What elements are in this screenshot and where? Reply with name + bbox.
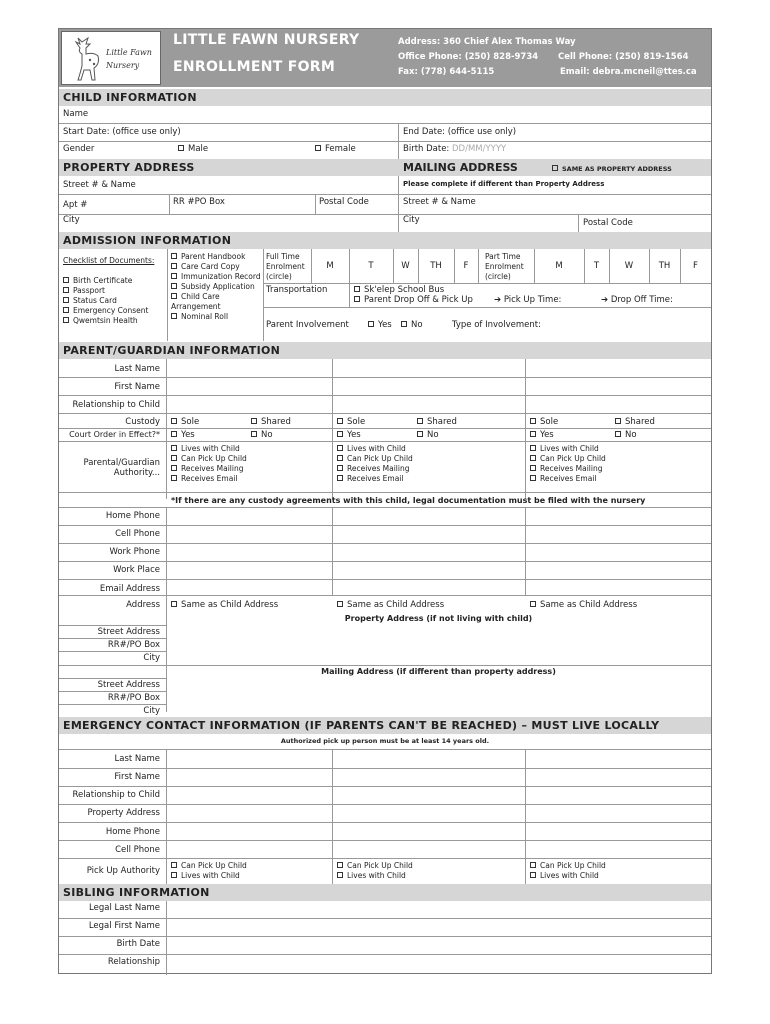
male-checkbox[interactable]: Male — [178, 144, 208, 154]
nursery-address: Address: 360 Chief Alex Thomas Way — [398, 37, 576, 47]
parent-dropoff-checkbox[interactable]: Parent Drop Off & Pick Up — [354, 295, 473, 305]
ft-friday[interactable]: F — [463, 261, 469, 271]
ft-tuesday[interactable]: T — [368, 261, 374, 271]
parent-handbook-checkbox[interactable]: Parent Handbook — [171, 252, 263, 262]
p2-court-no[interactable]: No — [417, 430, 439, 440]
custody-note: *If there are any custody agreements with this child, legal documentation must be filed with the nursery — [171, 496, 646, 505]
em-first-name: First Name — [114, 772, 160, 782]
custody-label: Custody — [125, 417, 160, 427]
e2-authority — [337, 861, 413, 881]
end-date-label: End Date: (office use only) — [403, 127, 517, 137]
subsidy-checkbox[interactable]: Subsidy Application — [171, 282, 263, 292]
e3-can-pickup[interactable]: Can Pick Up Child — [530, 861, 606, 871]
cell-phone-label: Cell Phone — [115, 529, 160, 539]
p1-lives-with[interactable]: Lives with Child — [171, 444, 247, 454]
mailing-city-label: City — [403, 215, 420, 225]
fax-number: Fax: (778) 644-5115 — [398, 67, 495, 77]
p2-same-address[interactable]: Same as Child Address — [337, 600, 444, 610]
e1-lives-with[interactable]: Lives with Child — [171, 871, 247, 881]
pickup-authority-label: Pick Up Authority — [86, 866, 160, 876]
mail-rr-label: RR#/PO Box — [107, 693, 160, 703]
pt-tuesday[interactable]: T — [593, 261, 600, 271]
involvement-type-field[interactable]: Type of Involvement: — [452, 320, 541, 330]
sib-last-name: Legal Last Name — [89, 903, 160, 913]
care-card-checkbox[interactable]: Care Card Copy — [171, 262, 263, 272]
address-label: Address — [126, 600, 160, 610]
p2-receives-email[interactable]: Receives Email — [337, 474, 413, 484]
passport-checkbox[interactable]: Passport — [63, 286, 148, 296]
nursery-title: LITTLE FAWN NURSERY — [173, 32, 360, 48]
p3-shared-checkbox[interactable]: Shared — [615, 417, 655, 427]
gender-label: Gender — [63, 144, 95, 154]
logo-text-2: Nursery — [106, 61, 140, 70]
parent-info-heading: PARENT/GUARDIAN INFORMATION — [59, 342, 711, 359]
work-phone-label: Work Phone — [109, 547, 160, 557]
rr-po-label: RR#/PO Box — [107, 640, 160, 650]
same-as-property-checkbox[interactable]: SAME AS PROPERTY ADDRESS — [552, 165, 672, 173]
school-bus-checkbox[interactable]: Sk'elep School Bus — [354, 285, 444, 295]
involvement-no-checkbox[interactable]: No — [401, 320, 423, 330]
em-last-name: Last Name — [114, 754, 160, 764]
logo-text-1: Little Fawn — [106, 48, 152, 57]
emergency-note: Authorized pick up person must be at least 14 years old. — [280, 737, 490, 745]
p1-same-address[interactable]: Same as Child Address — [171, 600, 278, 610]
child-name-label: Name — [63, 109, 89, 119]
p3-lives-with[interactable]: Lives with Child — [530, 444, 606, 454]
parent-last-name-label: Last Name — [114, 364, 160, 374]
emergency-consent-checkbox[interactable]: Emergency Consent — [63, 306, 148, 316]
parent-involvement-label: Parent Involvement — [266, 320, 349, 330]
mailing-postal-label: Postal Code — [583, 218, 633, 228]
involvement-yes-checkbox[interactable]: Yes — [368, 320, 392, 330]
p3-sole-checkbox[interactable]: Sole — [530, 417, 558, 427]
checklist-title: Checklist of Documents: — [63, 256, 155, 265]
female-checkbox[interactable]: Female — [315, 144, 356, 154]
p2-court-yes[interactable]: Yes — [337, 430, 361, 440]
city-label: City — [63, 215, 80, 225]
child-info-heading: CHILD INFORMATION — [59, 89, 711, 106]
e1-can-pickup[interactable]: Can Pick Up Child — [171, 861, 247, 871]
p3-receives-email[interactable]: Receives Email — [530, 474, 606, 484]
documents-list — [171, 252, 263, 322]
p1-authority — [171, 444, 247, 484]
e1-authority — [171, 861, 247, 881]
e3-authority — [530, 861, 606, 881]
email-label: Email Address — [99, 584, 160, 594]
relationship-label: Relationship to Child — [72, 400, 160, 410]
em-cell-phone: Cell Phone — [115, 845, 160, 855]
authority-label: Parental/Guardian Authority... — [83, 458, 160, 478]
p3-can-pickup[interactable]: Can Pick Up Child — [530, 454, 606, 464]
fawn-icon — [68, 36, 108, 82]
p1-can-pickup[interactable]: Can Pick Up Child — [171, 454, 247, 464]
pt-thursday[interactable]: TH — [658, 261, 671, 271]
p3-court-yes[interactable]: Yes — [530, 430, 554, 440]
work-place-label: Work Place — [113, 565, 160, 575]
mail-street-label: Street Address — [97, 680, 160, 690]
e3-lives-with[interactable]: Lives with Child — [530, 871, 606, 881]
p2-can-pickup[interactable]: Can Pick Up Child — [337, 454, 413, 464]
p2-receives-mail[interactable]: Receives Mailing — [337, 464, 413, 474]
p2-shared-checkbox[interactable]: Shared — [417, 417, 457, 427]
e2-can-pickup[interactable]: Can Pick Up Child — [337, 861, 413, 871]
transportation-label: Transportation — [266, 285, 328, 295]
cell-phone: Cell Phone: (250) 819-1564 — [558, 52, 689, 62]
sib-first-name: Legal First Name — [88, 921, 160, 931]
pt-monday[interactable]: M — [555, 261, 563, 271]
pickup-time-field[interactable]: ➔ Pick Up Time: — [494, 295, 562, 305]
admission-heading: ADMISSION INFORMATION — [59, 232, 711, 249]
p3-authority — [530, 444, 606, 484]
enrollment-form — [58, 28, 712, 974]
p3-same-address[interactable]: Same as Child Address — [530, 600, 637, 610]
mailing-note: Please complete if different than Property Address — [403, 180, 605, 188]
emergency-heading: EMERGENCY CONTACT INFORMATION (IF PARENTS CAN'T BE REACHED) – MUST LIVE LOCALLY — [59, 717, 711, 734]
status-card-checkbox[interactable]: Status Card — [63, 296, 148, 306]
birth-certificate-checkbox[interactable]: Birth Certificate — [63, 276, 148, 286]
mail-city-label: City — [143, 706, 160, 716]
checklist — [63, 276, 148, 326]
child-care-checkbox[interactable]: Child Care Arrangement — [171, 292, 221, 311]
apt-label: Apt # — [63, 200, 88, 210]
sib-relationship: Relationship — [107, 957, 160, 967]
pt-friday[interactable]: F — [693, 261, 698, 271]
property-address-note: Property Address (if not living with child) — [344, 614, 533, 623]
form-header — [59, 29, 711, 87]
start-date-label: Start Date: (office use only) — [63, 127, 181, 137]
mailing-address-note: Mailing Address (if different than property address) — [321, 667, 556, 676]
dropoff-time-field[interactable]: ➔ Drop Off Time: — [601, 295, 673, 305]
p1-receives-email[interactable]: Receives Email — [171, 474, 247, 484]
p2-sole-checkbox[interactable]: Sole — [337, 417, 365, 427]
part-time-label: Part Time Enrolment (circle) — [485, 252, 524, 281]
ft-wednesday[interactable]: W — [401, 261, 410, 271]
ft-thursday[interactable]: TH — [430, 261, 442, 271]
nominal-roll-checkbox[interactable]: Nominal Roll — [171, 312, 263, 322]
e2-lives-with[interactable]: Lives with Child — [337, 871, 413, 881]
p3-receives-mail[interactable]: Receives Mailing — [530, 464, 606, 474]
immunization-checkbox[interactable]: Immunization Record — [171, 272, 263, 282]
em-relationship: Relationship to Child — [72, 790, 160, 800]
court-order-label: Court Order in Effect?* — [69, 430, 160, 439]
sibling-heading: SIBLING INFORMATION — [59, 884, 711, 901]
p1-court-yes[interactable]: Yes — [171, 430, 195, 440]
p1-receives-mail[interactable]: Receives Mailing — [171, 464, 247, 474]
city-label-parent: City — [143, 653, 160, 663]
home-phone-label: Home Phone — [105, 511, 160, 521]
street-address-label: Street Address — [97, 627, 160, 637]
pt-wednesday[interactable]: W — [624, 261, 634, 271]
p3-court-no[interactable]: No — [615, 430, 637, 440]
p2-lives-with[interactable]: Lives with Child — [337, 444, 413, 454]
em-home-phone: Home Phone — [105, 827, 160, 837]
p1-shared-checkbox[interactable]: Shared — [251, 417, 291, 427]
parent-first-name-label: First Name — [114, 382, 160, 392]
p1-court-no[interactable]: No — [251, 430, 273, 440]
property-address-heading: PROPERTY ADDRESS — [63, 161, 195, 174]
birth-date-field[interactable]: Birth Date: DD/MM/YYYY — [403, 144, 507, 154]
mailing-address-heading: MAILING ADDRESS — [403, 161, 518, 174]
postal-code-label: Postal Code — [319, 197, 369, 207]
rr-po-box-label: RR #PO Box — [173, 197, 225, 207]
full-time-label: Full Time Enrolment (circle) — [266, 252, 305, 281]
sib-birth-date: Birth Date — [116, 939, 160, 949]
p1-sole-checkbox[interactable]: Sole — [171, 417, 199, 427]
form-title: ENROLLMENT FORM — [173, 59, 336, 75]
nursery-logo — [61, 31, 161, 85]
p2-authority — [337, 444, 413, 484]
email-address: Email: debra.mcneil@ttes.ca — [560, 67, 697, 77]
mailing-street-label: Street # & Name — [403, 197, 476, 207]
ft-monday[interactable]: M — [326, 261, 334, 271]
property-street-label: Street # & Name — [63, 180, 136, 190]
em-property-address: Property Address — [87, 808, 160, 818]
qwemtsin-health-checkbox[interactable]: Qwemtsin Health — [63, 316, 148, 326]
office-phone: Office Phone: (250) 828-9734 — [398, 52, 539, 62]
